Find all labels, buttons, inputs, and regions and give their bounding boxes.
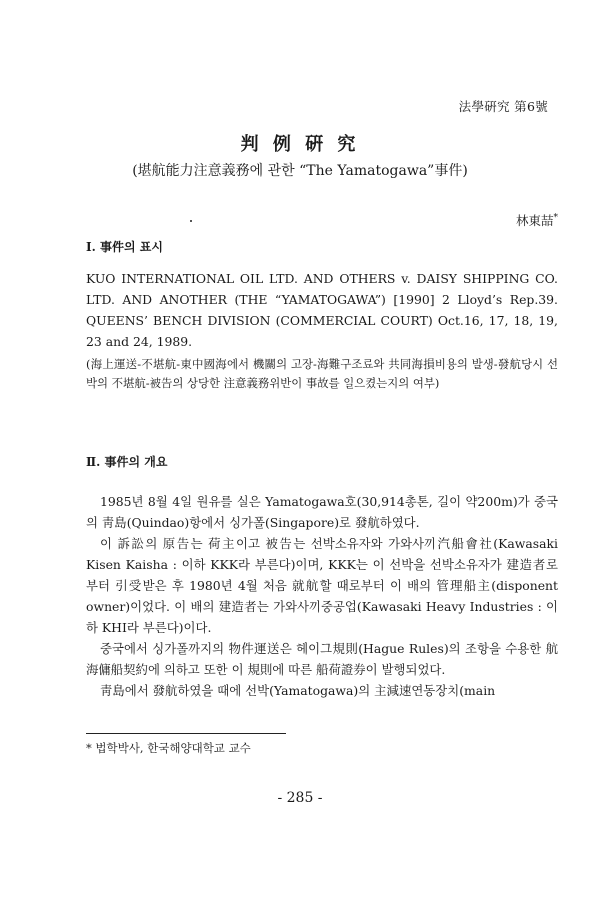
- body-text: [86, 491, 558, 701]
- stray-dot: [190, 220, 192, 222]
- case-citation: [86, 268, 558, 352]
- author-line: [516, 211, 558, 229]
- page-subtitle: (堪航能力注意義務에 관한 “The Yamatogawa”事件): [132, 163, 468, 179]
- body-paragraph-2: 이 訴訟의 原告는 荷主이고 被告는 선박소유자와 가와사끼汽船會社(Kawasaki Kisen Kaisha : 이하 KKK라 부른다)이며, KKK는 이 선박을 선박소유자가 建造者로부터 引受받은 후 1980년 4월 처음 就航할 때로부터 이 배의 管理船主(disponent owner)이었다. 이 배의 建造者는 가와사끼중공업(Kawasaki Heavy Industries : 이하 KHI라 부른다)이다.: [86, 536, 558, 635]
- body-paragraph-4: 靑島에서 發航하였을 때에 선박(Yamatogawa)의 主減速연동장치(main: [100, 683, 496, 698]
- journal-header: 法學硏究 第6號: [458, 99, 548, 114]
- author-name: 林東喆: [515, 213, 554, 228]
- body-paragraph-3: 중국에서 싱가폴까지의 物件運送은 헤이그規則(Hague Rules)의 조항을 수용한 航海傭船契約에 의하고 또한 이 規則에 따른 船荷證券이 발행되었다.: [86, 641, 558, 677]
- case-citation-text: KUO INTERNATIONAL OIL LTD. AND OTHERS v. DAISY SHIPPING CO. LTD. AND ANOTHER (THE “YAMATOGAWA”) [1990] 2 Lloyd’s Rep.39. QUEENS’ BENCH DIVISION (COMMERCIAL COURT) Oct.16, 17, 18, 19, 23 and 24, 1989.: [86, 271, 558, 349]
- page-number: - 285 -: [277, 790, 323, 806]
- author-footnote-mark: *: [553, 212, 558, 223]
- case-summary-text: (海上運送-不堪航-東中國海에서 機關의 고장-海難구조료와 共同海損비용의 발생-發航당시 선박의 不堪航-被告의 상당한 注意義務위반이 事故를 일으켰는지의 여부): [86, 357, 558, 390]
- section-heading-1: Ⅰ. 事件의 표시: [86, 240, 163, 254]
- footnote-rule: [86, 733, 286, 734]
- footnote: * 법학박사, 한국해양대학교 교수: [86, 741, 251, 755]
- section-heading-2: Ⅱ. 事件의 개요: [86, 455, 168, 469]
- body-paragraph-1: 1985년 8월 4일 원유를 실은 Yamatogawa호(30,914총톤, 길이 약200m)가 중국의 靑島(Quindao)항에서 싱가폴(Singapore)로 發航하였다.: [86, 494, 558, 530]
- page-title: 判 例 硏 究: [240, 134, 360, 155]
- case-summary: [86, 355, 558, 393]
